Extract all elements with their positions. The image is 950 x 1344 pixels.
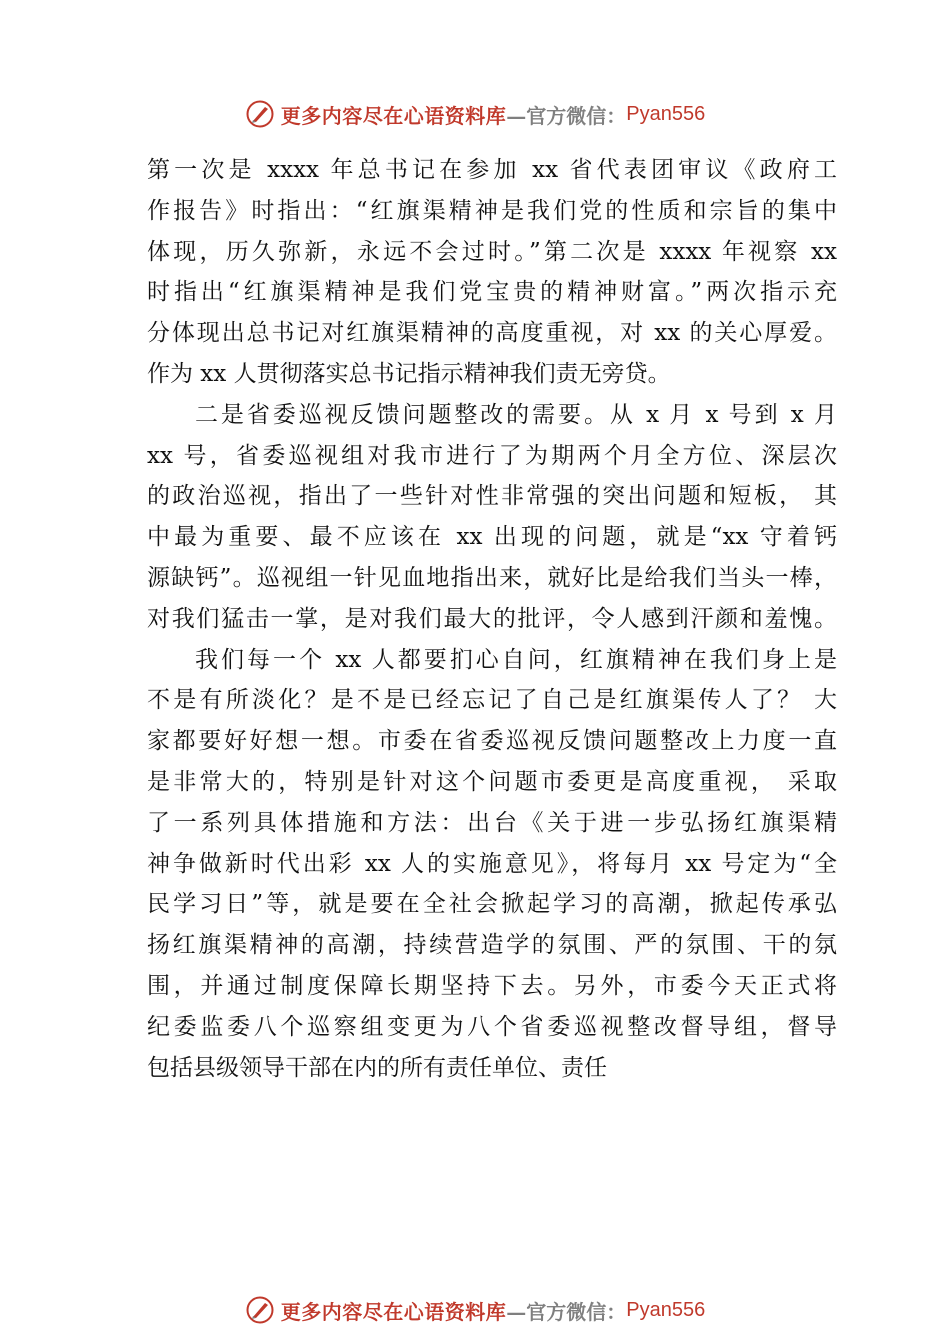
text-line: 围，并通过制度保障长期坚持下去。另外，市委今天正式将 — [147, 972, 837, 999]
text-line: 中最为重要、最不应该在 xx 出现的问题，就是“xx 守着钙 — [147, 524, 837, 551]
paragraph — [147, 395, 837, 640]
banner-library-text: 更多内容尽在心语资料库 — [280, 1299, 507, 1324]
text-line: 时指出“红旗渠精神是我们党宝贵的精神财富。”两次指示充 — [147, 279, 837, 306]
text-line: 民学习日”等，就是要在全社会掀起学习的高潮，掀起传承弘 — [147, 891, 837, 918]
text-line: 分体现出总书记对红旗渠精神的高度重视，对 xx 的关心厚爱。 — [147, 320, 837, 347]
text-line: 的政治巡视，指出了一些针对性非常强的突出问题和短板， 其 — [147, 483, 837, 510]
text-line: 神争做新时代出彩 xx 人的实施意见》，将每月 xx 号定为“全 — [147, 850, 837, 877]
text-line: 二是省委巡视反馈问题整改的需要。从 x 月 x 号到 x 月 — [195, 401, 837, 428]
text-line: 纪委监委八个巡察组变更为八个省委巡视整改督导组，督导 — [147, 1013, 837, 1040]
banner-wechat-id: Pyan556 — [626, 102, 706, 125]
text-line: 扬红旗渠精神的高潮，持续营造学的氛围、严的氛围、干的氛 — [147, 932, 837, 959]
quill-logo-icon — [245, 1295, 275, 1325]
text-line: xx 号，省委巡视组对我市进行了为期两个月全方位、深层次 — [147, 442, 837, 469]
text-line: 不是有所淡化？是不是已经忘记了自己是红旗渠传人了？ 大 — [147, 687, 837, 714]
text-line: 包括县级领导干部在内的所有责任单位、责任 — [147, 1054, 607, 1081]
document-body — [147, 150, 837, 1088]
quill-logo-icon — [245, 99, 275, 129]
banner-library-text: 更多内容尽在心语资料库 — [280, 103, 507, 128]
text-line: 第一次是 xxxx 年总书记在参加 xx 省代表团审议《政府工 — [147, 157, 837, 183]
footer-banner — [0, 1290, 950, 1330]
banner-wechat-label: —官方微信： — [506, 1299, 627, 1324]
banner-wechat-id: Pyan556 — [626, 1298, 706, 1321]
paragraph — [147, 640, 837, 1089]
text-line: 我们每一个 xx 人都要扪心自问，红旗精神在我们身上是 — [195, 646, 837, 673]
paragraph — [147, 150, 837, 395]
banner-wechat-label: —官方微信： — [506, 103, 627, 128]
header-banner — [0, 94, 950, 134]
text-line: 家都要好好想一想。市委在省委巡视反馈问题整改上力度一直 — [147, 728, 837, 755]
text-line: 对我们猛击一掌，是对我们最大的批评，令人感到汗颜和羞愧。 — [147, 605, 837, 632]
text-line: 了一系列具体措施和方法：出台《关于进一步弘扬红旗渠精 — [147, 809, 837, 836]
text-line: 源缺钙”。巡视组一针见血地指出来，就好比是给我们当头一棒， — [147, 564, 837, 591]
text-line: 是非常大的，特别是针对这个问题市委更是高度重视， 采取 — [147, 768, 837, 795]
text-line: 体现，历久弥新，永远不会过时。”第二次是 xxxx 年视察 xx — [147, 238, 837, 265]
text-line: 作为 xx 人贯彻落实总书记指示精神我们责无旁贷。 — [147, 360, 671, 387]
text-line: 作报告》时指出：“红旗渠精神是我们党的性质和宗旨的集中 — [147, 197, 837, 224]
